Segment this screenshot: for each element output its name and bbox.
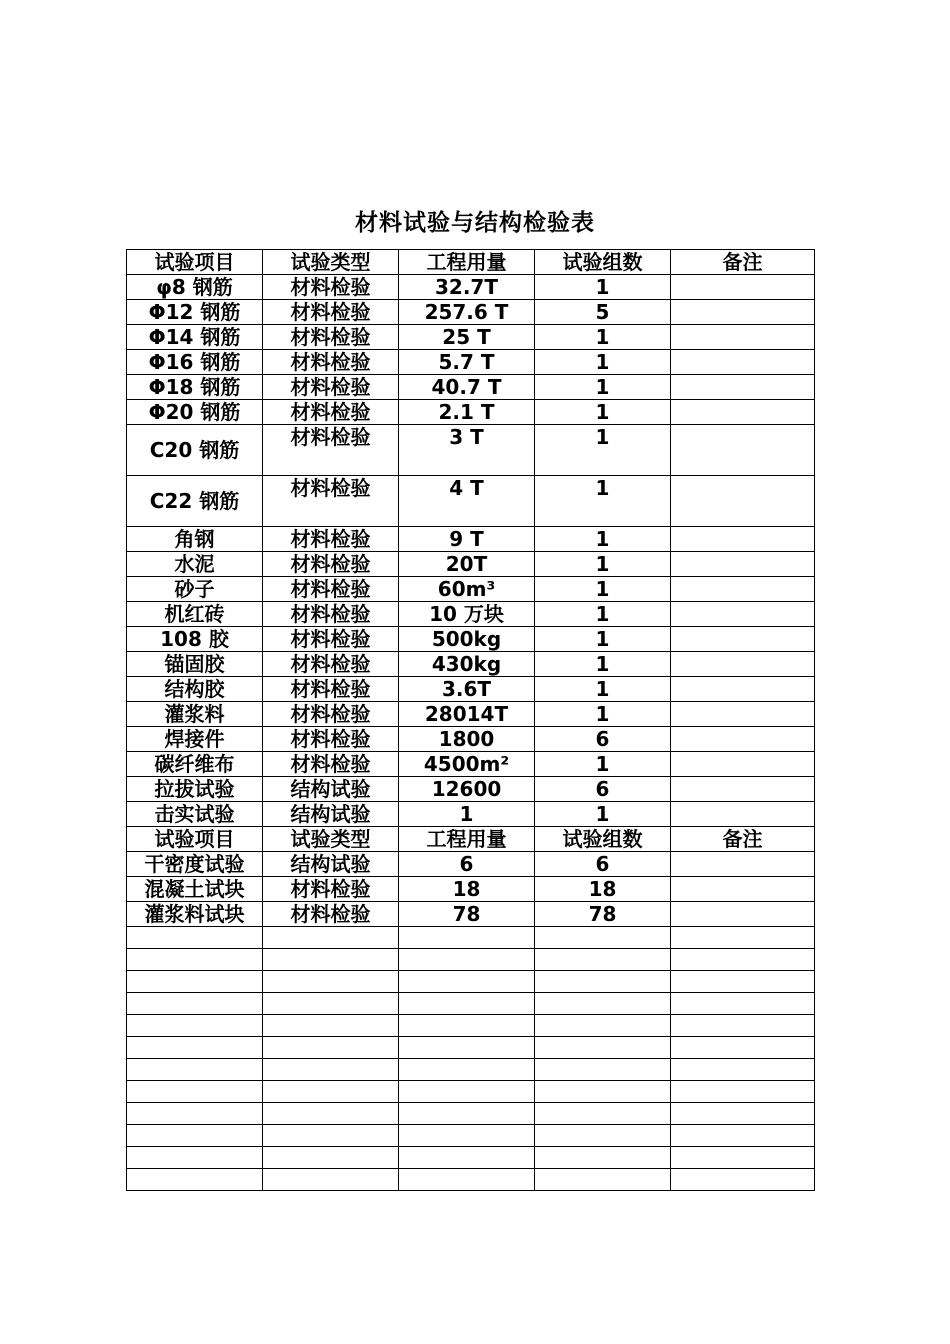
note-cell [671, 577, 815, 602]
type-cell: 材料检验 [263, 877, 399, 902]
qty-cell: 32.7T [399, 275, 535, 300]
empty-cell [535, 927, 671, 949]
empty-row [127, 1125, 815, 1147]
header-cell: 试验类型 [263, 827, 399, 852]
groups-cell: 78 [535, 902, 671, 927]
groups-cell: 1 [535, 602, 671, 627]
table-row [127, 350, 815, 375]
table-row [127, 552, 815, 577]
empty-cell [535, 971, 671, 993]
table-row [127, 627, 815, 652]
header-cell: 试验项目 [127, 827, 263, 852]
note-cell [671, 325, 815, 350]
groups-cell: 1 [535, 652, 671, 677]
empty-cell [127, 1147, 263, 1169]
table-row [127, 702, 815, 727]
table-row [127, 375, 815, 400]
note-cell [671, 752, 815, 777]
item-cell: 机红砖 [127, 602, 263, 627]
type-cell: 材料检验 [263, 727, 399, 752]
type-cell: 材料检验 [263, 275, 399, 300]
empty-cell [399, 949, 535, 971]
table-row [127, 727, 815, 752]
item-cell: Φ18 钢筋 [127, 375, 263, 400]
note-cell [671, 702, 815, 727]
type-cell: 材料检验 [263, 652, 399, 677]
empty-cell [535, 1125, 671, 1147]
qty-cell: 257.6 T [399, 300, 535, 325]
empty-cell [263, 1147, 399, 1169]
qty-cell: 5.7 T [399, 350, 535, 375]
table-row [127, 652, 815, 677]
item-cell: C20 钢筋 [127, 425, 263, 476]
note-cell [671, 852, 815, 877]
groups-cell: 6 [535, 777, 671, 802]
qty-cell: 10 万块 [399, 602, 535, 627]
empty-cell [535, 1147, 671, 1169]
type-cell: 材料检验 [263, 350, 399, 375]
qty-cell: 6 [399, 852, 535, 877]
empty-cell [535, 1081, 671, 1103]
empty-cell [535, 1015, 671, 1037]
empty-cell [263, 927, 399, 949]
empty-row [127, 971, 815, 993]
document-title: 材料试验与结构检验表 [355, 210, 595, 236]
empty-cell [127, 1037, 263, 1059]
empty-row [127, 1103, 815, 1125]
empty-cell [127, 949, 263, 971]
item-cell: 灌浆料 [127, 702, 263, 727]
empty-cell [671, 1059, 815, 1081]
item-cell: 砂子 [127, 577, 263, 602]
header-cell: 试验类型 [263, 250, 399, 275]
table-row [127, 300, 815, 325]
table-row [127, 400, 815, 425]
type-cell: 材料检验 [263, 552, 399, 577]
header-cell: 试验组数 [535, 827, 671, 852]
header-row-repeat [127, 827, 815, 852]
qty-cell: 1 [399, 802, 535, 827]
qty-cell: 25 T [399, 325, 535, 350]
empty-row [127, 1059, 815, 1081]
table-row [127, 902, 815, 927]
type-cell: 材料检验 [263, 627, 399, 652]
qty-cell: 60m³ [399, 577, 535, 602]
empty-cell [671, 1015, 815, 1037]
type-cell: 材料检验 [263, 400, 399, 425]
empty-cell [399, 1147, 535, 1169]
item-cell: 碳纤维布 [127, 752, 263, 777]
empty-row [127, 993, 815, 1015]
header-cell: 试验项目 [127, 250, 263, 275]
groups-cell: 18 [535, 877, 671, 902]
note-cell [671, 300, 815, 325]
empty-cell [671, 1125, 815, 1147]
empty-cell [263, 1103, 399, 1125]
empty-cell [263, 1169, 399, 1191]
type-cell: 材料检验 [263, 752, 399, 777]
table-row [127, 476, 815, 527]
qty-cell: 40.7 T [399, 375, 535, 400]
empty-cell [535, 949, 671, 971]
item-cell: 锚固胶 [127, 652, 263, 677]
qty-cell: 1800 [399, 727, 535, 752]
empty-cell [399, 971, 535, 993]
header-row [127, 250, 815, 275]
item-cell: 108 胶 [127, 627, 263, 652]
item-cell: C22 钢筋 [127, 476, 263, 527]
groups-cell: 1 [535, 752, 671, 777]
note-cell [671, 425, 815, 476]
item-cell: Φ14 钢筋 [127, 325, 263, 350]
table-row [127, 577, 815, 602]
qty-cell: 28014T [399, 702, 535, 727]
note-cell [671, 627, 815, 652]
table-row [127, 325, 815, 350]
table-row [127, 752, 815, 777]
groups-cell: 5 [535, 300, 671, 325]
note-cell [671, 902, 815, 927]
groups-cell: 1 [535, 802, 671, 827]
empty-cell [263, 1037, 399, 1059]
table-row [127, 275, 815, 300]
type-cell: 结构试验 [263, 802, 399, 827]
empty-cell [263, 993, 399, 1015]
qty-cell: 3.6T [399, 677, 535, 702]
empty-cell [127, 1103, 263, 1125]
item-cell: Φ20 钢筋 [127, 400, 263, 425]
note-cell [671, 602, 815, 627]
qty-cell: 4 T [399, 476, 535, 527]
empty-cell [535, 1103, 671, 1125]
qty-cell: 500kg [399, 627, 535, 652]
groups-cell: 1 [535, 627, 671, 652]
item-cell: 击实试验 [127, 802, 263, 827]
empty-cell [399, 927, 535, 949]
empty-cell [263, 971, 399, 993]
empty-cell [535, 1037, 671, 1059]
note-cell [671, 727, 815, 752]
groups-cell: 1 [535, 527, 671, 552]
empty-row [127, 1169, 815, 1191]
header-cell: 试验组数 [535, 250, 671, 275]
item-cell: 灌浆料试块 [127, 902, 263, 927]
qty-cell: 18 [399, 877, 535, 902]
item-cell: Φ16 钢筋 [127, 350, 263, 375]
empty-cell [263, 1081, 399, 1103]
item-cell: 焊接件 [127, 727, 263, 752]
note-cell [671, 802, 815, 827]
note-cell [671, 877, 815, 902]
item-cell: 结构胶 [127, 677, 263, 702]
item-cell: 混凝土试块 [127, 877, 263, 902]
item-cell: 角钢 [127, 527, 263, 552]
note-cell [671, 527, 815, 552]
note-cell [671, 777, 815, 802]
empty-row [127, 1081, 815, 1103]
qty-cell: 9 T [399, 527, 535, 552]
type-cell: 材料检验 [263, 476, 399, 527]
type-cell: 材料检验 [263, 375, 399, 400]
empty-cell [127, 993, 263, 1015]
empty-cell [127, 971, 263, 993]
empty-row [127, 927, 815, 949]
item-cell: 拉拔试验 [127, 777, 263, 802]
type-cell: 材料检验 [263, 902, 399, 927]
groups-cell: 1 [535, 325, 671, 350]
table-row [127, 777, 815, 802]
empty-cell [127, 927, 263, 949]
type-cell: 材料检验 [263, 300, 399, 325]
qty-cell: 12600 [399, 777, 535, 802]
qty-cell: 430kg [399, 652, 535, 677]
empty-row [127, 1015, 815, 1037]
empty-cell [671, 1037, 815, 1059]
empty-cell [535, 993, 671, 1015]
groups-cell: 1 [535, 476, 671, 527]
empty-cell [399, 1081, 535, 1103]
empty-cell [399, 1037, 535, 1059]
empty-cell [127, 1081, 263, 1103]
empty-cell [535, 1059, 671, 1081]
empty-cell [263, 949, 399, 971]
type-cell: 材料检验 [263, 702, 399, 727]
groups-cell: 1 [535, 702, 671, 727]
note-cell [671, 652, 815, 677]
empty-cell [399, 1103, 535, 1125]
empty-cell [127, 1169, 263, 1191]
empty-cell [671, 1169, 815, 1191]
table-row [127, 425, 815, 476]
header-cell: 工程用量 [399, 827, 535, 852]
type-cell: 结构试验 [263, 852, 399, 877]
empty-cell [127, 1015, 263, 1037]
note-cell [671, 350, 815, 375]
empty-cell [399, 1169, 535, 1191]
empty-cell [671, 971, 815, 993]
qty-cell: 20T [399, 552, 535, 577]
groups-cell: 6 [535, 852, 671, 877]
empty-cell [671, 1103, 815, 1125]
type-cell: 结构试验 [263, 777, 399, 802]
empty-cell [535, 1169, 671, 1191]
item-cell: Φ12 钢筋 [127, 300, 263, 325]
groups-cell: 1 [535, 677, 671, 702]
item-cell: φ8 钢筋 [127, 275, 263, 300]
empty-cell [671, 1147, 815, 1169]
table-row [127, 602, 815, 627]
type-cell: 材料检验 [263, 577, 399, 602]
empty-cell [671, 949, 815, 971]
table-row [127, 527, 815, 552]
empty-cell [263, 1015, 399, 1037]
empty-cell [399, 1059, 535, 1081]
header-cell: 备注 [671, 827, 815, 852]
note-cell [671, 275, 815, 300]
type-cell: 材料检验 [263, 325, 399, 350]
note-cell [671, 476, 815, 527]
empty-row [127, 949, 815, 971]
empty-cell [399, 1125, 535, 1147]
table-row [127, 852, 815, 877]
empty-cell [263, 1059, 399, 1081]
type-cell: 材料检验 [263, 527, 399, 552]
groups-cell: 1 [535, 552, 671, 577]
empty-row [127, 1147, 815, 1169]
header-cell: 备注 [671, 250, 815, 275]
table-row [127, 677, 815, 702]
header-cell: 工程用量 [399, 250, 535, 275]
empty-row [127, 1037, 815, 1059]
empty-cell [671, 1081, 815, 1103]
note-cell [671, 677, 815, 702]
groups-cell: 1 [535, 400, 671, 425]
groups-cell: 6 [535, 727, 671, 752]
empty-cell [127, 1125, 263, 1147]
note-cell [671, 400, 815, 425]
qty-cell: 78 [399, 902, 535, 927]
groups-cell: 1 [535, 350, 671, 375]
empty-cell [671, 927, 815, 949]
table-row [127, 877, 815, 902]
type-cell: 材料检验 [263, 425, 399, 476]
note-cell [671, 552, 815, 577]
empty-cell [263, 1125, 399, 1147]
qty-cell: 2.1 T [399, 400, 535, 425]
type-cell: 材料检验 [263, 602, 399, 627]
groups-cell: 1 [535, 425, 671, 476]
qty-cell: 4500m² [399, 752, 535, 777]
materials-table [126, 249, 815, 1191]
note-cell [671, 375, 815, 400]
qty-cell: 3 T [399, 425, 535, 476]
empty-cell [671, 993, 815, 1015]
item-cell: 干密度试验 [127, 852, 263, 877]
empty-cell [399, 1015, 535, 1037]
item-cell: 水泥 [127, 552, 263, 577]
groups-cell: 1 [535, 577, 671, 602]
table-row [127, 802, 815, 827]
groups-cell: 1 [535, 275, 671, 300]
groups-cell: 1 [535, 375, 671, 400]
empty-cell [127, 1059, 263, 1081]
type-cell: 材料检验 [263, 677, 399, 702]
empty-cell [399, 993, 535, 1015]
